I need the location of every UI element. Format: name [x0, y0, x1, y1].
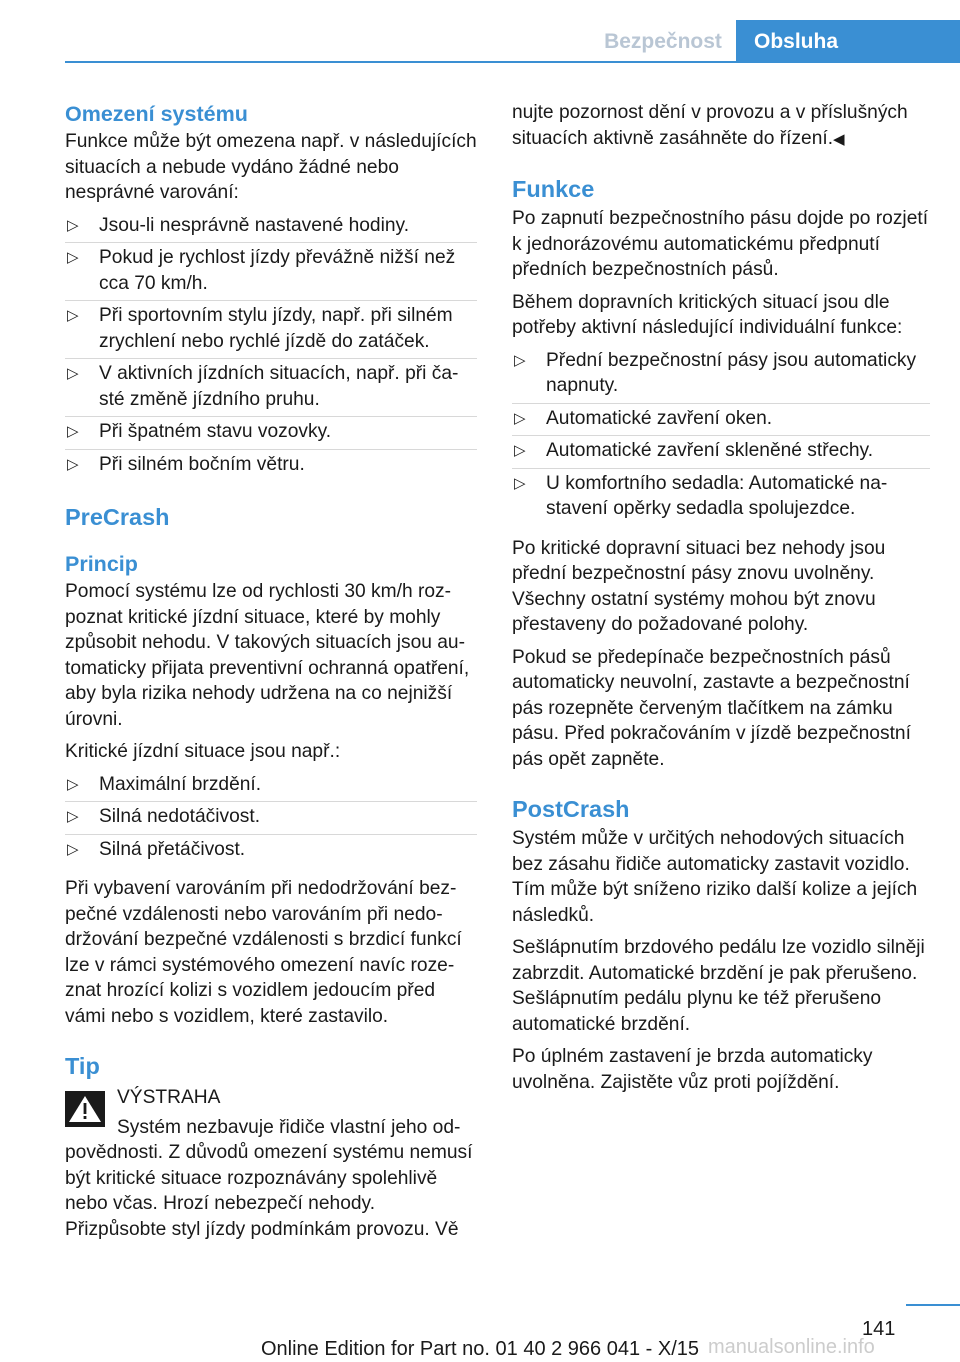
- funkce-paragraph-1: Po zapnutí bezpečnostního pásu dojde po rozjetí k jednorázovému automatickému předpnutí předních bezpečnostních pásů.: [512, 208, 929, 280]
- list-item: ▷ Automatické zavření oken.: [512, 406, 930, 439]
- footer-divider: [906, 1304, 960, 1306]
- list-item: ▷ Při špatném stavu vozovky.: [65, 419, 477, 452]
- page-header: [0, 0, 960, 62]
- bullet-triangle-icon: ▷: [67, 365, 79, 382]
- bullet-triangle-icon: ▷: [67, 249, 79, 266]
- list-item: ▷ Silná nedotáčivost.: [65, 804, 477, 837]
- warning-block: [65, 1085, 477, 1242]
- warning-triangle-icon: [65, 1091, 105, 1127]
- bullet-triangle-icon: ▷: [514, 442, 526, 459]
- list-item: ▷ Automatické zavření skleněné střechy.: [512, 438, 930, 471]
- warning-continuation: nujte pozornost dění v provozu a v příslušných situacích aktivně zasáhněte do řízení.◀: [512, 102, 908, 149]
- bullet-triangle-icon: ▷: [67, 775, 79, 793]
- bullet-triangle-icon: ▷: [514, 474, 526, 492]
- list-item: ▷ Pokud je rychlost jízdy převážně nižší než cca 70 km/h.: [65, 245, 477, 303]
- page-number: 141: [862, 1318, 896, 1340]
- bullet-triangle-icon: ▷: [514, 351, 526, 369]
- postcrash-paragraph-3: Po úplném zastavení je brzda automaticky uvolněna. Zajistěte vůz proti pojíždění.: [512, 1046, 873, 1093]
- funkce-paragraph-2: Během dopravních kritických situací jsou dle potřeby aktivní následující individuální funkce:: [512, 291, 903, 338]
- bullet-triangle-icon: ▷: [67, 455, 79, 473]
- list-item: ▷ V aktivních jízdních situacích, např. při časté změně jízdního pruhu.: [65, 361, 477, 419]
- princip-paragraph-1: Pomocí systému lze od rychlosti 30 km/h rozpoznat kritické jízdní situace, které by mohly způsobit nehodu. V takových situacích jsou automaticky přijata preventivní ochranná opatření, aby byla rizika nehody udržena na co nejnižší úrovni.: [65, 581, 470, 730]
- funkce-paragraph-3: Po kritické dopravní situaci bez nehody jsou přední bezpečnostní pásy znovu uvolněny. Všechny ostatní systémy mohou být znovu přestaveny do požadované polohy.: [512, 537, 886, 635]
- postcrash-paragraph-1: Systém může v určitých nehodových situacích bez zásahu řidiče automaticky zastavit vozidlo. Tím může být sníženo riziko další kolize a jejích následků.: [512, 828, 918, 926]
- funkce-list: [512, 348, 930, 529]
- postcrash-paragraph-2: Sešlápnutím brzdového pedálu lze vozidlo silněji zabrzdit. Automatické brzdění je pak přerušeno. Sešlápnutím pedálu plynu ke též přerušeno automatické brzdění.: [512, 937, 925, 1035]
- warning-text: Systém nezbavuje řidiče vlastní jeho odpovědnosti. Z důvodů omezení systému nemusí být kritické situace rozpoznávány spolehlivě nebo včas. Hrozí nebezpečí nehody. Přizpůsobte styl jízdy podmínkám provozu. Vě: [65, 1116, 473, 1240]
- section-title-princip: Princip: [65, 552, 138, 576]
- watermark: manualsonline.info: [708, 1336, 875, 1358]
- princip-paragraph-3: Při vybavení varováním při nedodržování bezpečné vzdálenosti nebo varováním při nedodržování bezpečné vzdálenosti s brzdicí funkcí lze v rámci systémového omezení navíc rozeznat hrozící kolizi s vozidlem jedoucím před vámi nebo s vozidlem, které zastavilo.: [65, 878, 462, 1027]
- end-mark-icon: ◀: [833, 130, 845, 148]
- list-item: ▷ Při sportovním stylu jízdy, např. při silném zrychlení nebo rychlé jízdě do zatáček.: [65, 303, 477, 361]
- list-item: ▷ U komfortního sedadla: Automatické nastavení opěrky sedadla spolujezdce.: [514, 472, 888, 519]
- funkce-paragraph-4: Pokud se předepínače bezpečnostních pásů automaticky neuvolní, zastavte a bezpečnostní pás rozepněte červeným tlačítkem na zámku pásu. Před pokračováním v jízdě bezpečnostní pás opět zapněte.: [512, 646, 911, 770]
- right-column: [512, 100, 930, 1102]
- bullet-triangle-icon: ▷: [67, 423, 79, 440]
- tab-obsluha[interactable]: Obsluha: [736, 20, 960, 62]
- section-title-postcrash: PostCrash: [512, 796, 630, 822]
- edition-footer: Online Edition for Part no. 01 40 2 966 041 - X/15: [260, 1338, 700, 1360]
- list-item: ▷ Silná přetáčivost.: [65, 837, 477, 870]
- omezeni-list: [65, 213, 477, 485]
- list-item: ▷ Jsou-li nesprávně nastavené hodiny.: [65, 213, 477, 246]
- tab-bezpecnost[interactable]: Bezpečnost: [604, 30, 722, 53]
- omezeni-intro: Funkce může být omezena např. v následujících situacích a nebude vydáno žádné nebo nesprávné varování:: [65, 131, 477, 203]
- bullet-triangle-icon: ▷: [67, 808, 79, 825]
- header-divider: [65, 61, 960, 63]
- list-item: ▷ Přední bezpečnostní pásy jsou automaticky napnuty.: [512, 348, 930, 406]
- bullet-triangle-icon: ▷: [67, 307, 79, 324]
- bullet-triangle-icon: ▷: [67, 216, 79, 234]
- list-item: ▷ Maximální brzdění.: [65, 772, 477, 805]
- princip-paragraph-2: Kritické jízdní situace jsou např.:: [65, 741, 341, 762]
- section-title-funkce: Funkce: [512, 176, 595, 202]
- section-title-tip: Tip: [65, 1053, 100, 1079]
- left-column: [65, 100, 477, 1246]
- section-title-omezeni: Omezení systému: [65, 102, 248, 126]
- list-item: ▷ Při silném bočním větru.: [65, 452, 477, 485]
- warning-label: VÝSTRAHA: [117, 1087, 221, 1108]
- princip-list: [65, 772, 477, 870]
- section-title-precrash: PreCrash: [65, 504, 170, 530]
- bullet-triangle-icon: ▷: [514, 409, 526, 427]
- bullet-triangle-icon: ▷: [67, 840, 79, 858]
